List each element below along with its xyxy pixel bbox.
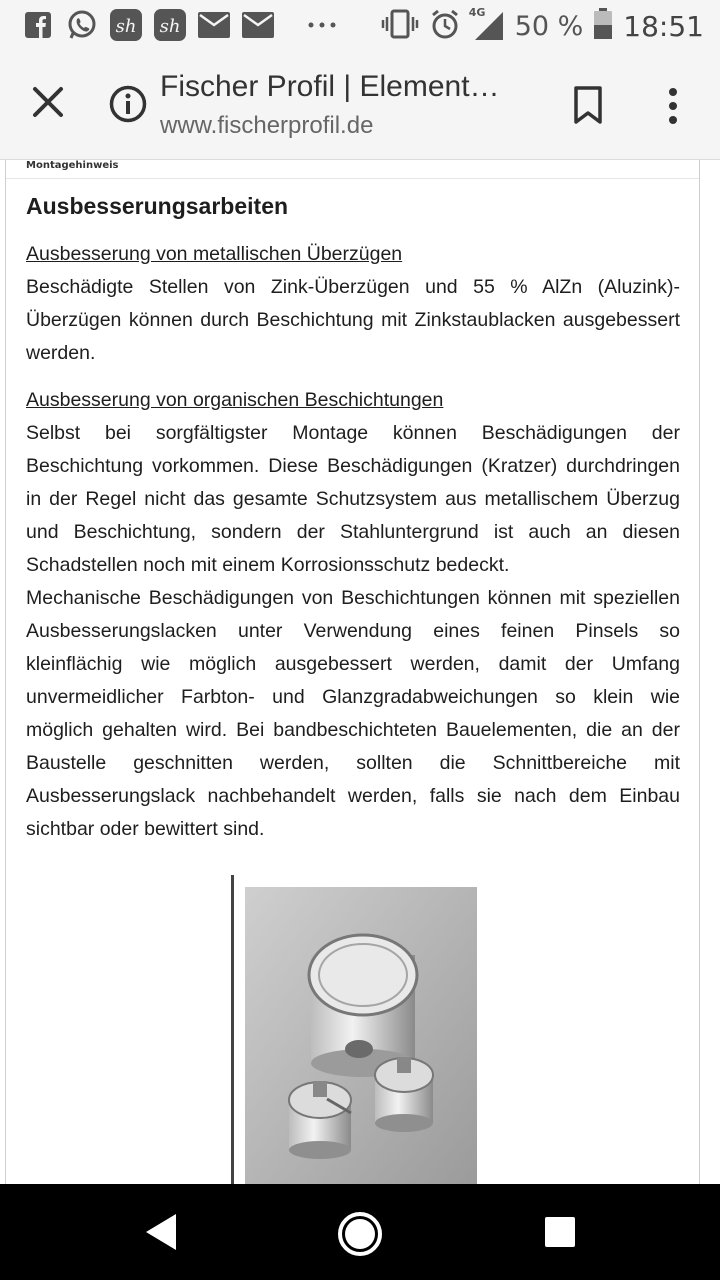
sh-app-icon	[154, 9, 186, 41]
svg-text:sh: sh	[159, 16, 181, 37]
battery-percentage: 50 %	[514, 10, 584, 42]
close-icon[interactable]	[26, 80, 70, 124]
section-heading: Ausbesserungsarbeiten	[26, 193, 289, 219]
page-title: Fischer Profil | Element…	[160, 70, 500, 103]
paint-cans-photo	[231, 875, 481, 1184]
navigation-bar	[0, 1184, 720, 1280]
document-page	[5, 160, 700, 1184]
bookmark-icon[interactable]	[568, 84, 608, 128]
alarm-icon	[429, 8, 461, 44]
recent-apps-icon[interactable]	[544, 1216, 576, 1248]
sh-app-icon	[110, 9, 142, 41]
home-icon[interactable]	[336, 1210, 384, 1258]
back-icon[interactable]	[140, 1210, 184, 1254]
running-head: Montagehinweis	[26, 160, 119, 171]
vibrate-icon	[381, 9, 419, 43]
paragraph: Beschädigte Stellen von Zink-Überzügen und 55 % AlZn (Aluzink)-Überzügen können durch Beschichtung mit Zinkstaublacken ausgebessert werden.	[26, 276, 680, 364]
info-icon[interactable]	[108, 84, 148, 124]
facebook-icon	[22, 9, 54, 41]
document-content	[26, 188, 680, 860]
notification-icons	[22, 9, 338, 41]
system-status	[381, 8, 704, 44]
battery-icon	[593, 8, 613, 44]
browser-toolbar	[0, 50, 720, 160]
page-url: www.fischerprofil.de	[160, 112, 374, 139]
status-bar	[0, 0, 720, 50]
network-type-label: 4G	[468, 6, 486, 19]
paragraph: Selbst bei sorgfältigster Montage können Beschädigungen der Beschichtung vorkommen. Diese Beschädigungen (Kratzer) durchdringen in der Regel nicht das gesamte Schutzsystem aus metallischem Überzug und Beschichtung, sondern der Stahluntergrund ist auch an diesen Schadstellen noch mit einem Korrosionsschutz bedeckt.	[26, 422, 680, 576]
more-dots-icon	[306, 9, 338, 41]
mail-icon	[198, 9, 230, 41]
overflow-menu-icon[interactable]	[658, 84, 688, 128]
organic-coating-section	[26, 384, 680, 846]
clock: 18:51	[623, 9, 704, 43]
whatsapp-icon	[66, 9, 98, 41]
subsection-heading: Ausbesserung von metallischen Überzügen	[26, 243, 403, 265]
header-divider	[6, 178, 699, 179]
metal-coating-section	[26, 238, 680, 370]
mail-icon	[242, 9, 274, 41]
subsection-heading: Ausbesserung von organischen Beschichtungen	[26, 389, 444, 411]
svg-text:sh: sh	[115, 16, 137, 37]
signal-icon	[468, 6, 505, 42]
document-viewport[interactable]	[0, 160, 720, 1184]
paragraph: Mechanische Beschädigungen von Beschichtungen können mit speziellen Ausbesserungslacken unter Verwendung eines feinen Pinsels so kleinflächig wie möglich ausgebessert werden, damit der Umfang unvermeidlicher Farbton- und Glanzgradabweichungen so klein wie möglich gehalten wird. Bei bandbeschichteten Bauelementen, die an der Baustelle geschnitten werden, sollten die Schnittbereiche mit Ausbesserungslack nachbehandelt werden, falls sie nach dem Einbau sichtbar oder bewittert sind.	[26, 587, 680, 840]
